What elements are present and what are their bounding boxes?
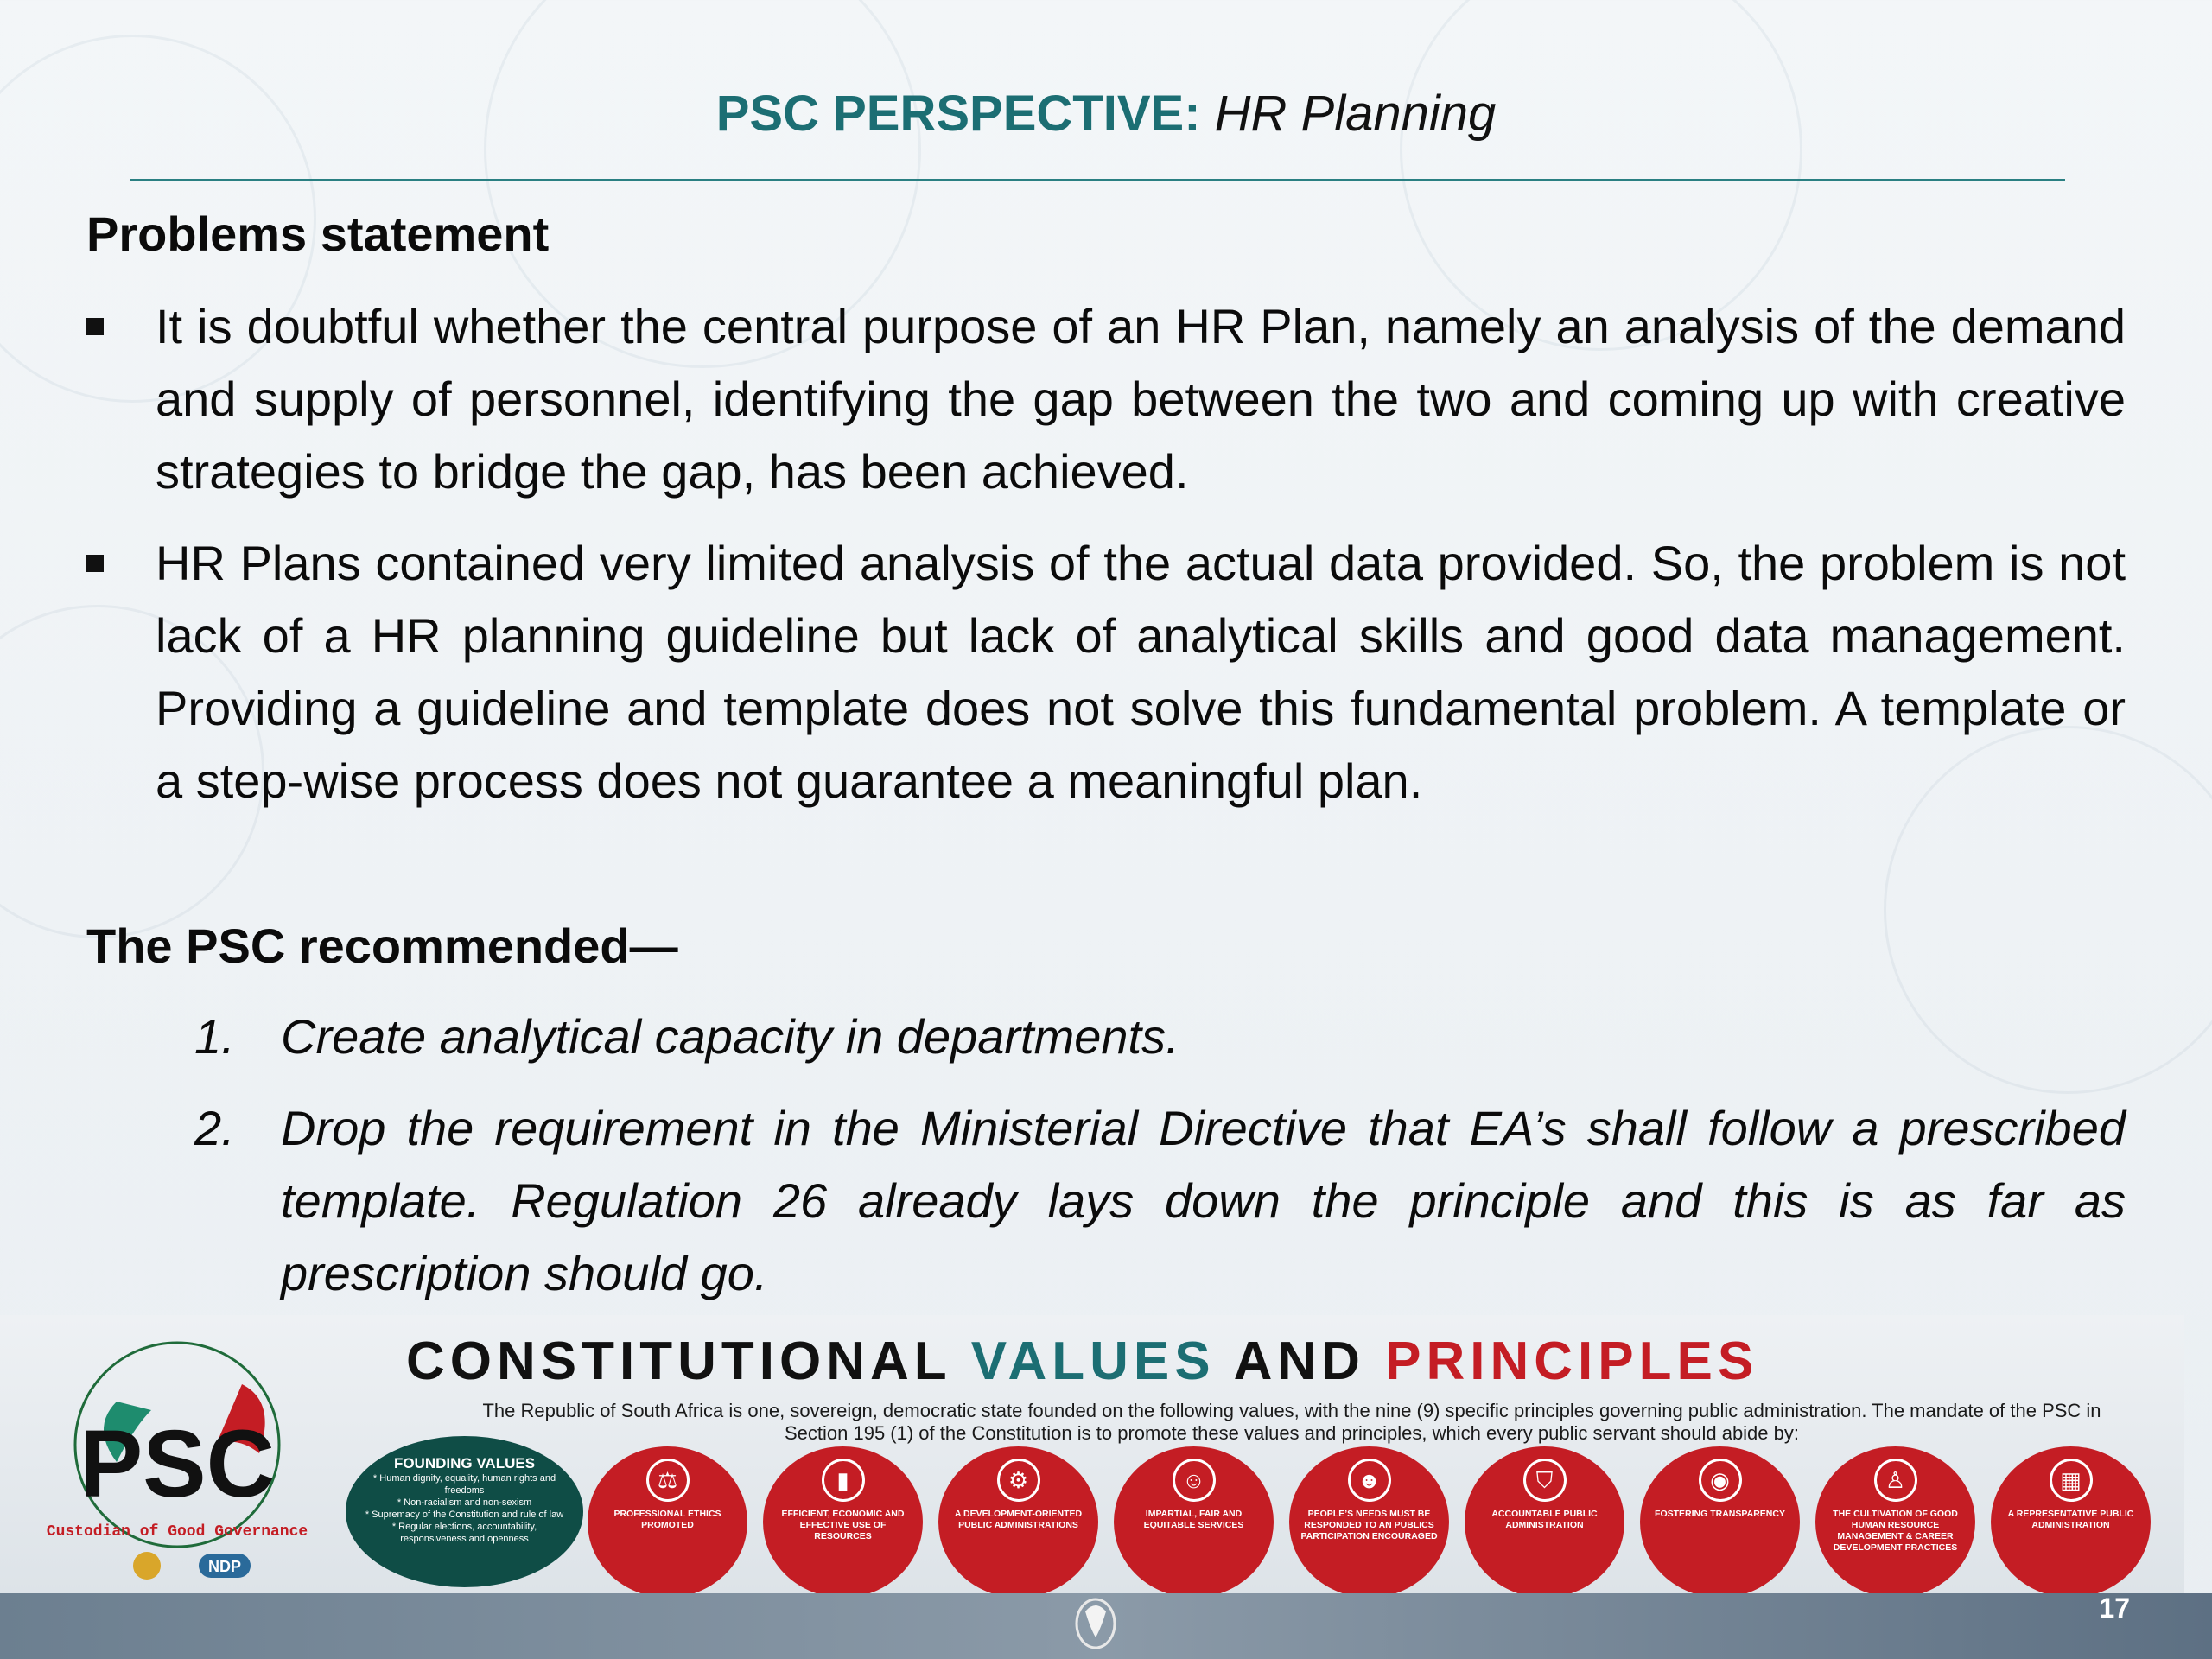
title-divider [130,179,2065,181]
calendar-icon: ▦ [2050,1459,2093,1502]
founding-value: * Human dignity, equality, human rights and freedoms [372,1473,556,1496]
hierarchy-icon: ♙ [1874,1459,1917,1502]
banner-description: The Republic of South Africa is one, sovereign, democratic state founded on the following values, with the nine (9) specific principles governing public administration. The mandate of the PSC in Section 195 (1) of the Constitution is to promote these values and principles, which every public servant should abide by: [482,1400,2101,1444]
bullet-text: It is doubtful whether the central purpose of an HR Plan, namely an analysis of the demand and supply of personnel, identifying the gap between the two and coming up with creative strategies to bridge the gap, has been achieved. [156,299,2126,499]
founding-values-title: FOUNDING VALUES [393,1455,536,1471]
bar-chart-icon: ▮ [822,1459,865,1502]
slide-title [0,85,2212,143]
banner-title-part: CONSTITUTIONAL [406,1332,951,1391]
problems-heading: Problems statement [86,207,550,261]
founding-value: * Non-racialism and non-sexism [397,1497,532,1508]
principle-circle [1289,1446,1449,1598]
slide-title-bold: PSC PERSPECTIVE: [715,86,1201,142]
principle-label: THE CULTIVATION OF GOOD HUMAN RESOURCE MANAGEMENT & CAREER DEVELOPMENT PRACTICES [1833,1509,1958,1553]
principle-label: A DEVELOPMENT-ORIENTED PUBLIC ADMINISTRATIONS [954,1509,1083,1530]
principle-circle [1465,1446,1624,1598]
bullet-text: HR Plans contained very limited analysis of the actual data provided. So, the problem is not lack of a HR planning guideline but lack of analytical skills and good data management. Providing a guideline and template does not solve this fundamental problem. A template or a step-wise process does not guarantee a meaningful plan. [156,536,2126,808]
bullet-marker [86,318,104,335]
bullet-item [86,527,2126,817]
slide-title-italic: HR Planning [1214,86,1497,142]
people-icon: ☻ [1348,1459,1391,1502]
banner-title-part: VALUES [970,1332,1216,1391]
ndp-logo-text: NDP [207,1558,242,1575]
principle-circle [1815,1446,1975,1598]
shield-icon: ⛉ [1523,1459,1567,1502]
psc-logo [35,1324,320,1583]
transparency-icon: ◉ [1699,1459,1742,1502]
item-text: Drop the requirement in the Ministerial Directive that EA’s shall follow a prescribed template. Regulation 26 already lays down the principle and this is as far as prescription should go. [281,1101,2126,1300]
scales-icon: ⚖ [646,1459,690,1502]
bullet-item [86,290,2126,508]
banner-title [406,1331,1758,1392]
principle-circle [1640,1446,1800,1598]
principle-label: PROFESSIONAL ETHICS PROMOTED [613,1509,721,1530]
item-number: 2. [194,1101,235,1155]
bullet-marker [86,555,104,572]
page-number: 17 [2099,1592,2130,1624]
principle-label: A REPRESENTATIVE PUBLIC ADMINISTRATION [2007,1509,2134,1530]
principle-circle [1114,1446,1274,1598]
recommendations-heading: The PSC recommended— [86,918,678,973]
founding-values-circle [346,1436,583,1587]
principle-label: FOSTERING TRANSPARENCY [1655,1509,1785,1519]
psc-logo-tagline: Custodian of Good Governance [46,1523,308,1541]
banner-title-part: AND [1233,1332,1365,1391]
item-text: Create analytical capacity in departments. [281,1009,1179,1064]
principle-circle [763,1446,923,1598]
gear-icon: ⚙ [997,1459,1040,1502]
psc-logo-text: PSC [79,1411,276,1517]
item-number: 1. [194,1009,235,1064]
coat-of-arms-icon [1070,1594,1122,1653]
numbered-item [194,1001,2126,1073]
constitutional-values-banner [0,1315,2184,1593]
banner-title-part: PRINCIPLES [1385,1332,1759,1391]
principle-label: ACCOUNTABLE PUBLIC ADMINISTRATION [1491,1509,1598,1530]
principle-circle [938,1446,1098,1598]
principle-label: IMPARTIAL, FAIR AND EQUITABLE SERVICES [1143,1509,1244,1530]
principle-circle [588,1446,747,1598]
founding-value: * Supremacy of the Constitution and rule of law [365,1510,564,1520]
founding-value: * Regular elections, accountability, responsiveness and openness [391,1522,537,1544]
person-icon: ☺ [1173,1459,1216,1502]
principle-label: EFFICIENT, ECONOMIC AND EFFECTIVE USE OF RESOURCES [781,1509,905,1541]
principle-circle [1991,1446,2151,1598]
principle-label: PEOPLE’S NEEDS MUST BE RESPONDED TO AN PUBLICS PARTICIPATION ENCOURAGED [1300,1509,1438,1541]
numbered-item [194,1092,2126,1310]
